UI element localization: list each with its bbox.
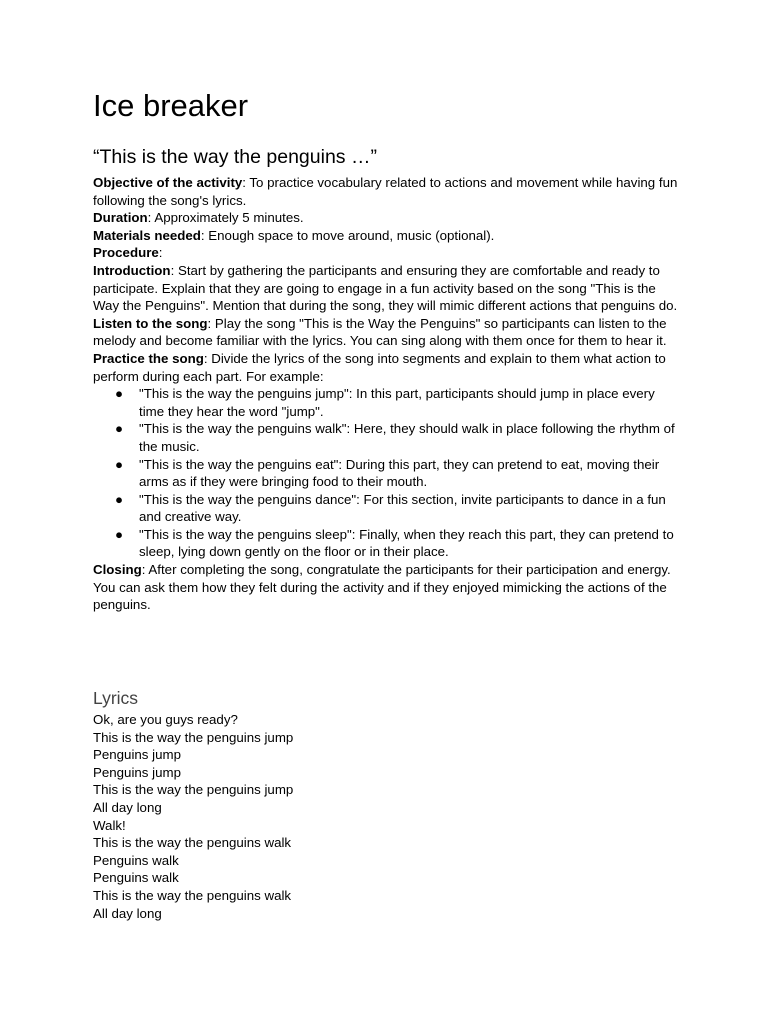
bullet-icon: ● (115, 456, 124, 472)
duration-paragraph (93, 209, 678, 227)
procedure-label: Procedure (93, 245, 159, 261)
list-item-text: "This is the way the penguins jump": In this part, participants should jump in place every time they hear the word "jump". (139, 386, 655, 419)
lyric-line: Penguins walk (93, 870, 179, 886)
introduction-paragraph (93, 262, 678, 315)
list-item-text: "This is the way the penguins dance": For this section, invite participants to dance in a fun and creative way. (139, 491, 666, 525)
objective-label: Objective of the activity (93, 175, 243, 190)
introduction-text: : Start by gathering the participants and ensuring they are comfortable and ready to participate. Explain that they are going to engage in a fun activity based on the song "This is the Way the Penguins". Mention that during the song, they will mimic different actions that penguins do. (93, 262, 678, 314)
listen-label: Listen to the song (93, 315, 208, 331)
listen-text: : Play the song "This is the Way the Penguins" so participants can listen to the melody and become familiar with the lyrics. You can sing along with them once for them to hear it. (93, 315, 667, 349)
closing-paragraph (93, 561, 678, 614)
lyrics-block (93, 711, 678, 922)
lyric-line: All day long (93, 905, 162, 921)
bullet-icon: ● (115, 526, 124, 542)
closing-text: : After completing the song, congratulate the participants for their participation and energy. You can ask them how they felt during the activity and if they enjoyed mimicking the actions of the penguins. (93, 562, 671, 613)
lyric-line: All day long (93, 799, 162, 815)
bullet-icon: ● (115, 386, 124, 402)
materials-label: Materials needed (93, 227, 201, 243)
practice-text: : Divide the lyrics of the song into segments and explain to them what action to perform during each part. For example: (93, 350, 666, 384)
activity-description (93, 174, 678, 614)
document-subtitle: “This is the way the penguins …” (93, 146, 377, 168)
list-item-text: "This is the way the penguins eat": During this part, they can pretend to eat, moving their arms as if they were bringing food to their mouth. (139, 456, 660, 490)
duration-text: : Approximately 5 minutes. (147, 210, 304, 226)
practice-label: Practice the song (93, 350, 204, 366)
materials-paragraph (93, 227, 678, 245)
closing-label: Closing (93, 562, 142, 578)
list-item (93, 491, 678, 526)
document-title: Ice breaker (93, 88, 249, 123)
objective-paragraph (93, 174, 678, 209)
list-item (93, 420, 678, 455)
introduction-label: Introduction (93, 262, 171, 278)
procedure-paragraph (93, 244, 678, 262)
list-item (93, 526, 678, 561)
procedure-text: : (158, 245, 163, 261)
lyric-line: Ok, are you guys ready? (93, 712, 238, 727)
lyric-line: Penguins jump (93, 764, 181, 780)
lyric-line: This is the way the penguins jump (93, 782, 294, 798)
list-item-text: "This is the way the penguins walk": Here, they should walk in place following the rhythm of the music. (139, 421, 675, 454)
objective-text: : To practice vocabulary related to actions and movement while having fun following the song's lyrics. (93, 175, 678, 208)
lyric-line: Walk! (93, 817, 126, 833)
listen-paragraph (93, 315, 678, 350)
lyric-line: This is the way the penguins walk (93, 835, 292, 851)
examples-list (93, 385, 678, 561)
lyric-line: This is the way the penguins walk (93, 887, 292, 903)
lyric-line: Penguins jump (93, 747, 181, 763)
bullet-icon: ● (115, 491, 124, 507)
list-item-text: "This is the way the penguins sleep": Finally, when they reach this part, they can pretend to sleep, lying down gently on the floor or in their place. (139, 526, 674, 560)
lyrics-heading: Lyrics (93, 688, 139, 708)
list-item (93, 456, 678, 491)
lyric-line: Penguins walk (93, 852, 179, 868)
materials-text: : Enough space to move around, music (optional). (200, 227, 495, 243)
lyric-line: This is the way the penguins jump (93, 729, 294, 745)
duration-label: Duration (93, 210, 148, 226)
practice-paragraph (93, 350, 678, 385)
bullet-icon: ● (115, 421, 124, 437)
list-item (93, 385, 678, 420)
